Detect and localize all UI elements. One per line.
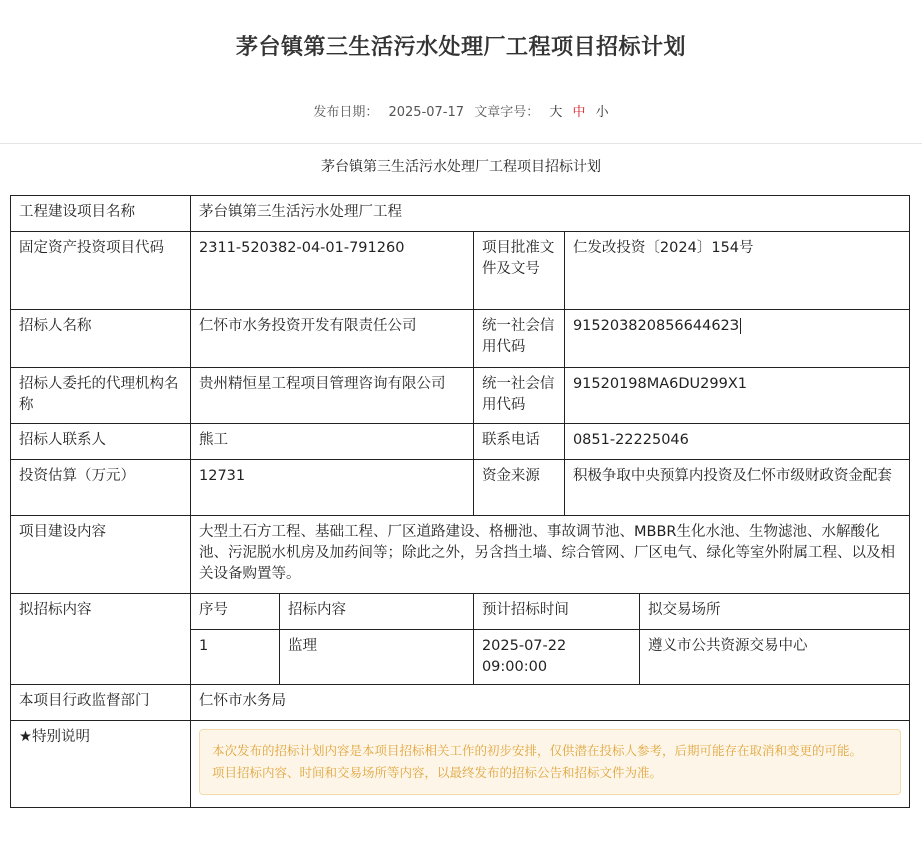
table-row xyxy=(11,685,910,721)
bid-content-label: 拟招标内容 xyxy=(11,594,191,685)
construction-label: 项目建设内容 xyxy=(11,516,191,594)
tenderer-credit-value: 91520382085664462З xyxy=(572,318,740,334)
fund-source-label: 资金来源 xyxy=(473,460,564,516)
publish-date-label: 发布日期： xyxy=(313,105,379,120)
investment-value: 12731 xyxy=(191,460,474,516)
table-row xyxy=(11,721,910,808)
special-note-line: 项目招标内容、时间和交易场所等内容，以最终发布的招标公告和招标文件为准。 xyxy=(212,765,663,780)
table-row xyxy=(11,368,910,424)
contact-label: 招标人联系人 xyxy=(11,424,191,460)
phone-value: 0851-22225046 xyxy=(564,424,909,460)
article-header xyxy=(0,0,922,144)
bid-header-venue: 拟交易场所 xyxy=(640,594,910,630)
project-name-value: 茅台镇第三生活污水处理厂工程 xyxy=(191,196,910,232)
investment-label: 投资估算（万元） xyxy=(11,460,191,516)
font-size-label: 文章字号： xyxy=(474,105,540,120)
bid-header-no: 序号 xyxy=(191,594,280,630)
article-meta xyxy=(0,101,922,120)
contact-value: 熊工 xyxy=(191,424,474,460)
table-row xyxy=(11,516,910,594)
approval-doc-label: 项目批准文件及文号 xyxy=(473,232,564,310)
tenderer-credit-label: 统一社会信用代码 xyxy=(473,310,564,368)
agent-label: 招标人委托的代理机构名称 xyxy=(11,368,191,424)
font-size-large-button[interactable]: 大 xyxy=(549,105,563,120)
font-size-small-button[interactable]: 小 xyxy=(595,105,609,120)
tenderer-label: 招标人名称 xyxy=(11,310,191,368)
table-row xyxy=(11,594,910,630)
bid-time: 2025-07-22 09:00:00 xyxy=(473,630,639,685)
tender-plan-table xyxy=(10,195,910,808)
tenderer-value: 仁怀市水务投资开发有限责任公司 xyxy=(191,310,474,368)
table-row xyxy=(11,460,910,516)
supervision-value: 仁怀市水务局 xyxy=(191,685,910,721)
table-row xyxy=(11,232,910,310)
bid-header-content: 招标内容 xyxy=(280,594,474,630)
bid-no: 1 xyxy=(191,630,280,685)
table-row xyxy=(11,196,910,232)
publish-date-value: 2025-07-17 xyxy=(388,105,465,120)
special-note-line: 本次发布的招标计划内容是本项目招标相关工作的初步安排，仅供潜在投标人参考，后期可能存在取消和变更的可能。 xyxy=(212,743,863,758)
table-row xyxy=(11,424,910,460)
tenderer-credit-cell[interactable] xyxy=(564,310,909,368)
project-name-label: 工程建设项目名称 xyxy=(11,196,191,232)
special-note-cell xyxy=(191,721,910,808)
page-title: 茅台镇第三生活污水处理厂工程项目招标计划 xyxy=(235,35,686,60)
fund-source-value: 积极争取中央预算内投资及仁怀市级财政资金配套 xyxy=(564,460,909,516)
phone-label: 联系电话 xyxy=(473,424,564,460)
table-caption: 茅台镇第三生活污水处理厂工程项目招标计划 xyxy=(321,159,601,175)
asset-code-value: 2311-520382-04-01-791260 xyxy=(191,232,474,310)
approval-doc-value: 仁发改投资〔2024〕154号 xyxy=(564,232,909,310)
special-note-label: ★特别说明 xyxy=(11,721,191,808)
table-row xyxy=(11,310,910,368)
agent-value: 贵州精恒星工程项目管理咨询有限公司 xyxy=(191,368,474,424)
agent-credit-value: 91520198MA6DU299X1 xyxy=(564,368,909,424)
bid-content: 监理 xyxy=(280,630,474,685)
bid-venue: 遵义市公共资源交易中心 xyxy=(640,630,910,685)
bid-header-time: 预计招标时间 xyxy=(473,594,639,630)
construction-value: 大型土石方工程、基础工程、厂区道路建设、格栅池、事故调节池、MBBR生化水池、生物滤池、水解酸化池、污泥脱水机房及加药间等；除此之外，另含挡土墙、综合管网、厂区电气、绿化等室外附属工程、以及相关设备购置等。 xyxy=(191,516,910,594)
agent-credit-label: 统一社会信用代码 xyxy=(473,368,564,424)
special-note-box xyxy=(199,729,901,795)
font-size-medium-button[interactable]: 中 xyxy=(572,105,586,120)
text-cursor xyxy=(740,318,741,334)
supervision-label: 本项目行政监督部门 xyxy=(11,685,191,721)
asset-code-label: 固定资产投资项目代码 xyxy=(11,232,191,310)
